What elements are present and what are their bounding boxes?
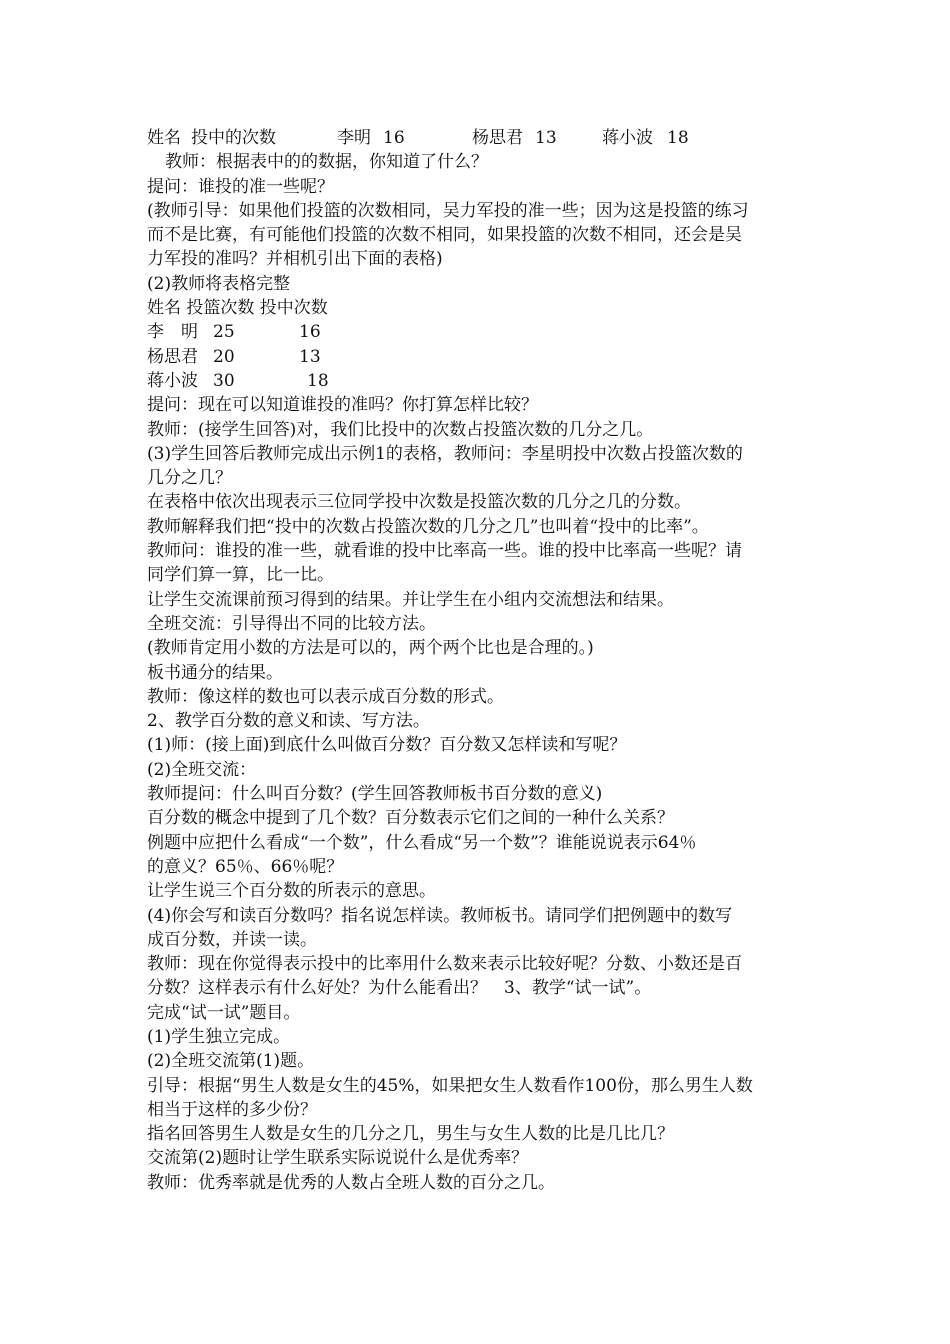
paragraph-line: 力军投的准吗？并相机引出下面的表格)	[147, 249, 443, 270]
table-cell-made: 16	[299, 322, 321, 343]
paragraph-line: (3)学生回答后教师完成出示例1的表格，教师问：李星明投中次数占投篮次数的	[147, 443, 743, 464]
paragraph-line: (1)学生独立完成。	[147, 1026, 291, 1047]
paragraph-line: 几分之几？	[147, 468, 232, 489]
shots-made-label: 投中的次数	[191, 128, 276, 148]
paragraph-line: (4)你会写和读百分数吗？指名说怎样读。教师板书。请同学们把例题中的数写	[147, 905, 733, 926]
score-header-row	[147, 126, 819, 150]
paragraph-line: (教师引导：如果他们投篮的次数相同，吴力军投的准一些；因为这是投篮的练习	[147, 200, 749, 221]
table-cell-name: 李 明	[147, 322, 198, 343]
paragraph-line: 在表格中依次出现表示三位同学投中次数是投篮次数的几分之几的分数。	[147, 492, 691, 513]
paragraph-line: (2)教师将表格完整	[147, 273, 291, 294]
table-cell-attempts: 25	[213, 322, 235, 343]
paragraph-line: 教师：像这样的数也可以表示成百分数的形式。	[147, 686, 504, 707]
paragraph-line: 而不是比赛，有可能他们投篮的次数不相同，如果投篮的次数不相同，还会是吴	[147, 225, 742, 246]
paragraph-line: 教师：优秀率就是优秀的人数占全班人数的百分之几。	[147, 1172, 555, 1193]
paragraph-line: 教师提问：什么叫百分数？(学生回答教师板书百分数的意义)	[147, 784, 603, 805]
player-3-value: 18	[667, 128, 689, 148]
paragraph-line: 指名回答男生人数是女生的几分之几，男生与女生人数的比是几比几？	[147, 1124, 674, 1145]
player-1-name: 李明	[337, 128, 371, 148]
paragraph-line: 分数？这样表示有什么好处？为什么能看出？ 3、教学“试一试”。	[147, 978, 652, 999]
paragraph-line: 相当于这样的多少份？	[147, 1099, 317, 1120]
paragraph-line: 教师：根据表中的的数据，你知道了什么？	[165, 152, 488, 173]
table-row	[147, 345, 819, 369]
section-heading: 2、教学百分数的意义和读、写方法。	[147, 711, 430, 732]
paragraph-line: 例题中应把什么看成“一个数”，什么看成“另一个数”？谁能说说表示64％	[147, 832, 697, 853]
player-2-value: 13	[535, 128, 557, 148]
paragraph-line: 教师：(接学生回答)对，我们比投中的次数占投篮次数的几分之几。	[147, 419, 654, 440]
paragraph-line: 让学生交流课前预习得到的结果。并让学生在小组内交流想法和结果。	[147, 589, 674, 610]
table-cell-attempts: 20	[213, 346, 235, 367]
table-cell-made: 13	[299, 346, 321, 367]
paragraph-line: 百分数的概念中提到了几个数？百分数表示它们之间的一种什么关系？	[147, 808, 674, 829]
player-3-name: 蒋小波	[602, 128, 653, 148]
paragraph-line: 全班交流：引导得出不同的比较方法。	[147, 613, 436, 634]
paragraph-line: (2)全班交流：	[147, 759, 257, 780]
paragraph-line: 交流第(2)题时让学生联系实际说说什么是优秀率？	[147, 1148, 529, 1169]
paragraph-line: 成百分数，并读一读。	[147, 929, 317, 950]
table-cell-name: 蒋小波	[147, 370, 198, 391]
paragraph-line: 提问：现在可以知道谁投的准吗？你打算怎样比较？	[147, 395, 538, 416]
table-row	[147, 320, 819, 344]
paragraph-line: 让学生说三个百分数的所表示的意思。	[147, 881, 436, 902]
paragraph-line: 的意义？65％、66％呢？	[147, 856, 344, 877]
name-label: 姓名	[147, 128, 181, 148]
player-1-value: 16	[383, 128, 405, 148]
paragraph-line: (教师肯定用小数的方法是可以的，两个两个比也是合理的。)	[147, 638, 594, 659]
paragraph-line: 板书通分的结果。	[147, 662, 283, 683]
paragraph-line: 教师解释我们把“投中的次数占投篮次数的几分之几”也叫着“投中的比率”。	[147, 516, 709, 537]
paragraph-line: 提问：谁投的准一些呢？	[147, 176, 334, 197]
table-cell-name: 杨思君	[147, 346, 198, 367]
paragraph-line: 完成“试一试”题目。	[147, 1002, 301, 1023]
player-2-name: 杨思君	[472, 128, 523, 148]
table-cell-attempts: 30	[213, 370, 235, 391]
paragraph-line: 教师问：谁投的准一些，就看谁的投中比率高一些。谁的投中比率高一些呢？请	[147, 541, 742, 562]
table-row	[147, 369, 819, 393]
paragraph-line: 引导：根据“男生人数是女生的45%，如果把女生人数看作100份，那么男生人数	[147, 1075, 753, 1096]
paragraph-line: 同学们算一算，比一比。	[147, 565, 334, 586]
table-cell-made: 18	[307, 370, 329, 391]
paragraph-line: 教师：现在你觉得表示投中的比率用什么数来表示比较好呢？分数、小数还是百	[147, 954, 742, 975]
paragraph-line: (2)全班交流第(1)题。	[147, 1051, 315, 1072]
paragraph-line: (1)师：(接上面)到底什么叫做百分数？百分数又怎样读和写呢？	[147, 735, 627, 756]
document-body	[147, 126, 819, 1195]
table-header: 姓名 投篮次数 投中次数	[147, 298, 328, 319]
